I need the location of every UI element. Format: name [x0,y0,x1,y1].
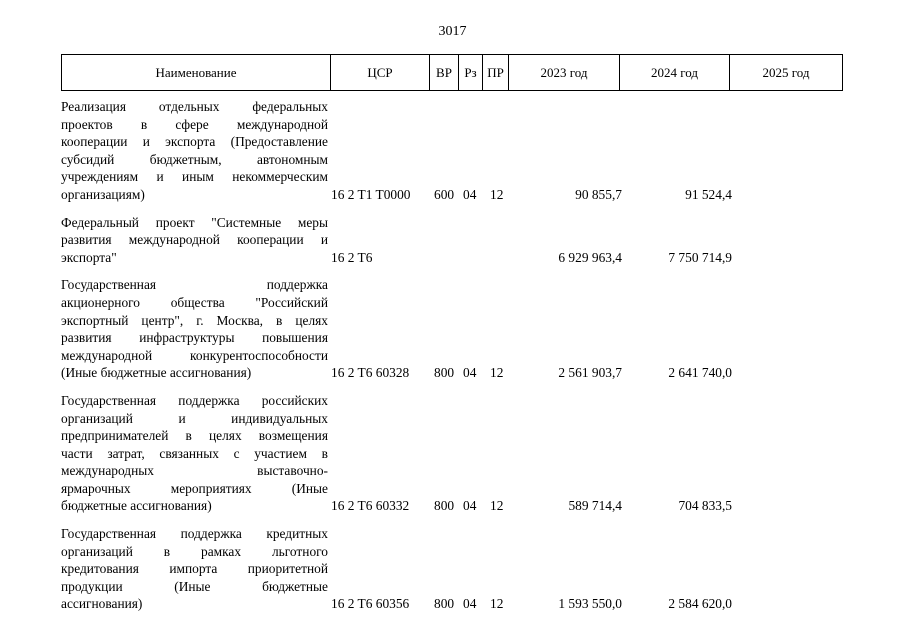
row-name [61,525,328,613]
row-name-line: проектов в сфере международной [61,116,328,132]
row-csr: 16 2 T6 60356 [331,596,410,612]
header-vr: ВР [430,55,459,91]
row-name [61,214,328,267]
table-row [61,525,842,613]
row-csr: 16 2 T1 T0000 [331,186,411,202]
row-2023: 2 561 903,7 [558,365,622,381]
row-name-line: предпринимателей в целях возмещения [61,428,328,444]
row-name-line: международной конкурентоспособности [61,347,328,363]
row-name-line: международных выставочно- [61,463,328,479]
row-name-line: бюджетные ассигнования) [61,498,212,514]
row-csr: 16 2 T6 60332 [331,498,410,514]
row-name-line: продукции (Иные бюджетные [61,578,328,594]
row-name-line: акционерного общества "Российский [61,294,328,310]
row-rz: 04 [463,498,477,514]
row-vr: 800 [434,365,455,381]
row-name-line: части затрат, связанных с участием в [61,445,328,461]
row-vr: 600 [434,186,455,202]
row-name-line: экспорта" [61,249,117,265]
row-name-line: ярмарочных мероприятиях (Иные [61,480,328,496]
row-name-line: (Иные бюджетные ассигнования) [61,365,252,381]
table-row [61,392,842,515]
row-vr: 800 [434,498,455,514]
row-rz: 04 [463,365,477,381]
row-2024: 704 833,5 [678,498,732,514]
table-row [61,276,842,382]
row-2023: 589 714,4 [568,498,622,514]
header-rz: Рз [459,55,483,91]
row-name-line: развития инфраструктуры повышения [61,330,328,346]
row-name-line: учреждениям и иным некоммерческим [61,169,328,185]
row-pr: 12 [490,596,504,612]
row-2023: 6 929 963,4 [558,249,622,265]
row-name-line: экспортный центр", г. Москва, в целях [61,312,328,328]
row-name-line: кооперации и экспорта (Предоставление [61,134,328,150]
header-name: Наименование [62,55,331,91]
row-name-line: субсидий бюджетным, автономным [61,151,328,167]
row-name [61,276,328,382]
table-header [61,54,843,91]
row-rz: 04 [463,596,477,612]
row-name-line: Государственная поддержка российских [61,392,328,408]
table-row [61,98,842,204]
row-name [61,392,328,515]
row-vr: 800 [434,596,455,612]
row-name-line: кредитования импорта приоритетной [61,561,328,577]
row-name-line: организаций в рамках льготного [61,543,328,559]
row-2023: 1 593 550,0 [558,596,622,612]
row-name-line: развития международной кооперации и [61,232,328,248]
page-number: 3017 [438,24,467,39]
header-2024: 2024 год [620,55,730,91]
header-2025: 2025 год [730,55,843,91]
row-name-line: Реализация отдельных федеральных [61,99,328,114]
row-2023: 90 855,7 [575,186,622,202]
header-2023: 2023 год [509,55,620,91]
row-2024: 91 524,4 [685,186,732,202]
row-2024: 7 750 714,9 [668,249,732,265]
header-csr: ЦСР [331,55,430,91]
row-name-line: ассигнования) [61,596,143,612]
row-pr: 12 [490,186,504,202]
row-name-line: Федеральный проект "Системные меры [61,214,328,230]
row-2024: 2 584 620,0 [668,596,732,612]
table-row [61,214,842,267]
row-name-line: Государственная поддержка кредитных [61,526,328,542]
row-csr: 16 2 T6 60328 [331,365,410,381]
row-name [61,98,328,204]
row-name-line: организациям) [61,186,145,202]
row-csr: 16 2 T6 [331,249,373,265]
row-name-line: организаций и индивидуальных [61,410,328,426]
table-body [61,98,842,623]
row-pr: 12 [490,365,504,381]
row-rz: 04 [463,186,477,202]
header-pr: ПР [483,55,509,91]
row-pr: 12 [490,498,504,514]
row-2024: 2 641 740,0 [668,365,732,381]
row-name-line: Государственная поддержка [61,277,328,293]
